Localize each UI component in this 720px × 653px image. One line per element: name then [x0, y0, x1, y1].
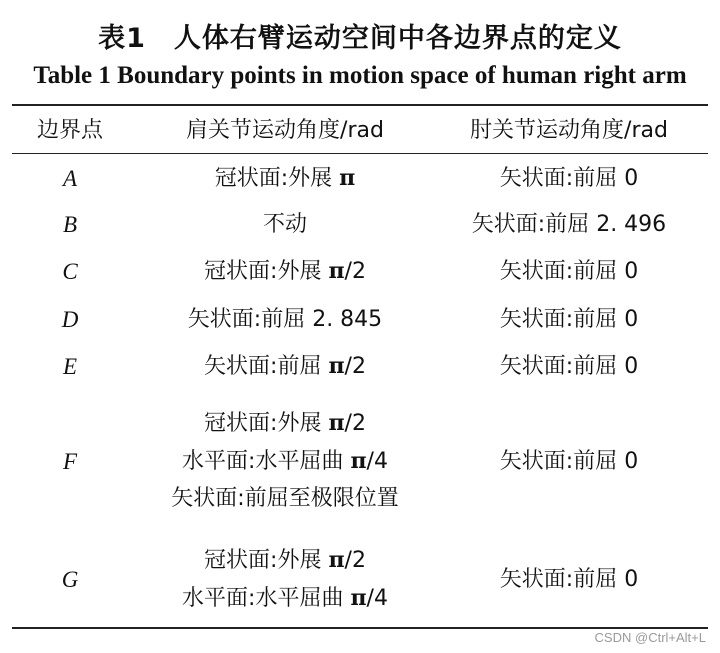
- row-f-elbow: 矢状面:前屈 0: [499, 449, 639, 474]
- watermark: CSDN @Ctrl+Alt+L: [594, 630, 706, 645]
- row-a-elbow: 矢状面:前屈 0: [499, 166, 639, 191]
- row-g-shoulder-line-1: 冠状面:外展 π/2: [204, 547, 366, 573]
- row-b-point: B: [62, 212, 78, 237]
- row-f-shoulder-line-1: 冠状面:外展 π/2: [204, 410, 366, 436]
- row-e-shoulder-line-1: 矢状面:前屈 π/2: [204, 353, 366, 379]
- row-f-shoulder-line-2: 水平面:水平屈曲 π/4: [182, 448, 388, 474]
- row-b-elbow: 矢状面:前屈 2. 496: [471, 212, 667, 237]
- row-a-point: A: [62, 166, 78, 191]
- pi-symbol: π: [328, 410, 345, 436]
- pi-symbol: π: [350, 448, 367, 474]
- row-c-elbow: 矢状面:前屈 0: [499, 259, 639, 284]
- row-b-shoulder-line-1: 不动: [262, 212, 307, 237]
- table-header-rule: [12, 153, 708, 154]
- header-shoulder-angle: 肩关节运动角度/rad: [186, 118, 384, 143]
- pi-symbol: π: [328, 547, 345, 573]
- row-a-shoulder-line-1: 冠状面:外展 π: [214, 165, 356, 191]
- row-d-elbow: 矢状面:前屈 0: [499, 307, 639, 332]
- row-c-shoulder-line-1: 冠状面:外展 π/2: [204, 258, 366, 284]
- pi-symbol: π: [328, 353, 345, 379]
- table-title-english: Table 1 Boundary points in motion space of human right arm: [33, 62, 687, 89]
- row-d-point: D: [61, 307, 79, 332]
- pi-symbol: π: [328, 258, 345, 284]
- row-e-elbow: 矢状面:前屈 0: [499, 354, 639, 379]
- row-d-shoulder-line-1: 矢状面:前屈 2. 845: [187, 307, 383, 332]
- row-f-shoulder-line-3: 矢状面:前屈至极限位置: [171, 486, 399, 511]
- table-title-chinese: 表1 人体右臂运动空间中各边界点的定义: [98, 23, 622, 54]
- header-elbow-angle: 肘关节运动角度/rad: [470, 118, 668, 143]
- row-g-elbow: 矢状面:前屈 0: [499, 567, 639, 592]
- row-g-point: G: [61, 567, 79, 592]
- table-bottom-rule: [12, 627, 708, 629]
- row-e-point: E: [62, 354, 78, 379]
- row-f-point: F: [62, 449, 78, 474]
- header-boundary-point: 边界点: [36, 118, 103, 143]
- row-c-point: C: [62, 259, 78, 284]
- pi-symbol: π: [350, 585, 367, 611]
- table-top-rule: [12, 104, 708, 106]
- row-g-shoulder-line-2: 水平面:水平屈曲 π/4: [182, 585, 388, 611]
- pi-symbol: π: [339, 165, 356, 191]
